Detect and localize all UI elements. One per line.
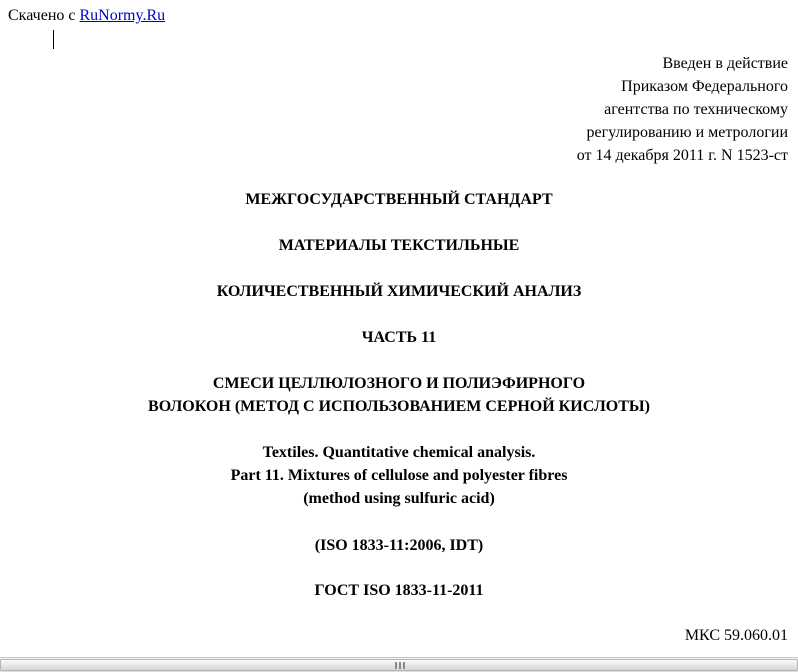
grip-icon xyxy=(395,662,405,669)
approval-block xyxy=(577,52,788,167)
mks-code: МКС 59.060.01 xyxy=(684,627,788,644)
gost-number: ГОСТ ISO 1833-11-2011 xyxy=(314,582,484,599)
approval-line: регулированию и метрологии xyxy=(586,124,788,141)
standard-type-heading: МЕЖГОСУДАРСТВЕННЫЙ СТАНДАРТ xyxy=(245,191,553,208)
approval-line: от 14 декабря 2011 г. N 1523-ст xyxy=(576,147,788,164)
approval-line: Приказом Федерального xyxy=(621,78,788,95)
scrollbar-thumb[interactable] xyxy=(0,659,798,671)
subtitle-heading: СМЕСИ ЦЕЛЛЮЛОЗНОГО И ПОЛИЭФИРНОГО xyxy=(212,375,586,392)
part-heading: ЧАСТЬ 11 xyxy=(361,329,437,346)
approval-line: Введен в действие xyxy=(662,55,788,72)
iso-reference: (ISO 1833-11:2006, IDT) xyxy=(314,537,484,554)
subtitle-heading: ВОЛОКОН (МЕТОД С ИСПОЛЬЗОВАНИЕМ СЕРНОЙ КИСЛОТЫ) xyxy=(148,398,650,415)
english-title: Part 11. Mixtures of cellulose and polyester fibres xyxy=(230,467,568,484)
source-prefix: Скачено с xyxy=(8,7,80,24)
english-title: (method using sulfuric acid) xyxy=(303,490,495,507)
source-link[interactable]: RuNormy.Ru xyxy=(79,7,166,24)
text-caret xyxy=(53,30,54,49)
title-heading: МАТЕРИАЛЫ ТЕКСТИЛЬНЫЕ xyxy=(278,237,520,254)
title-heading: КОЛИЧЕСТВЕННЫЙ ХИМИЧЕСКИЙ АНАЛИЗ xyxy=(216,283,582,300)
source-line xyxy=(8,6,165,26)
approval-line: агентства по техническому xyxy=(604,101,788,118)
english-title: Textiles. Quantitative chemical analysis. xyxy=(262,444,536,461)
horizontal-scrollbar[interactable] xyxy=(0,657,798,672)
